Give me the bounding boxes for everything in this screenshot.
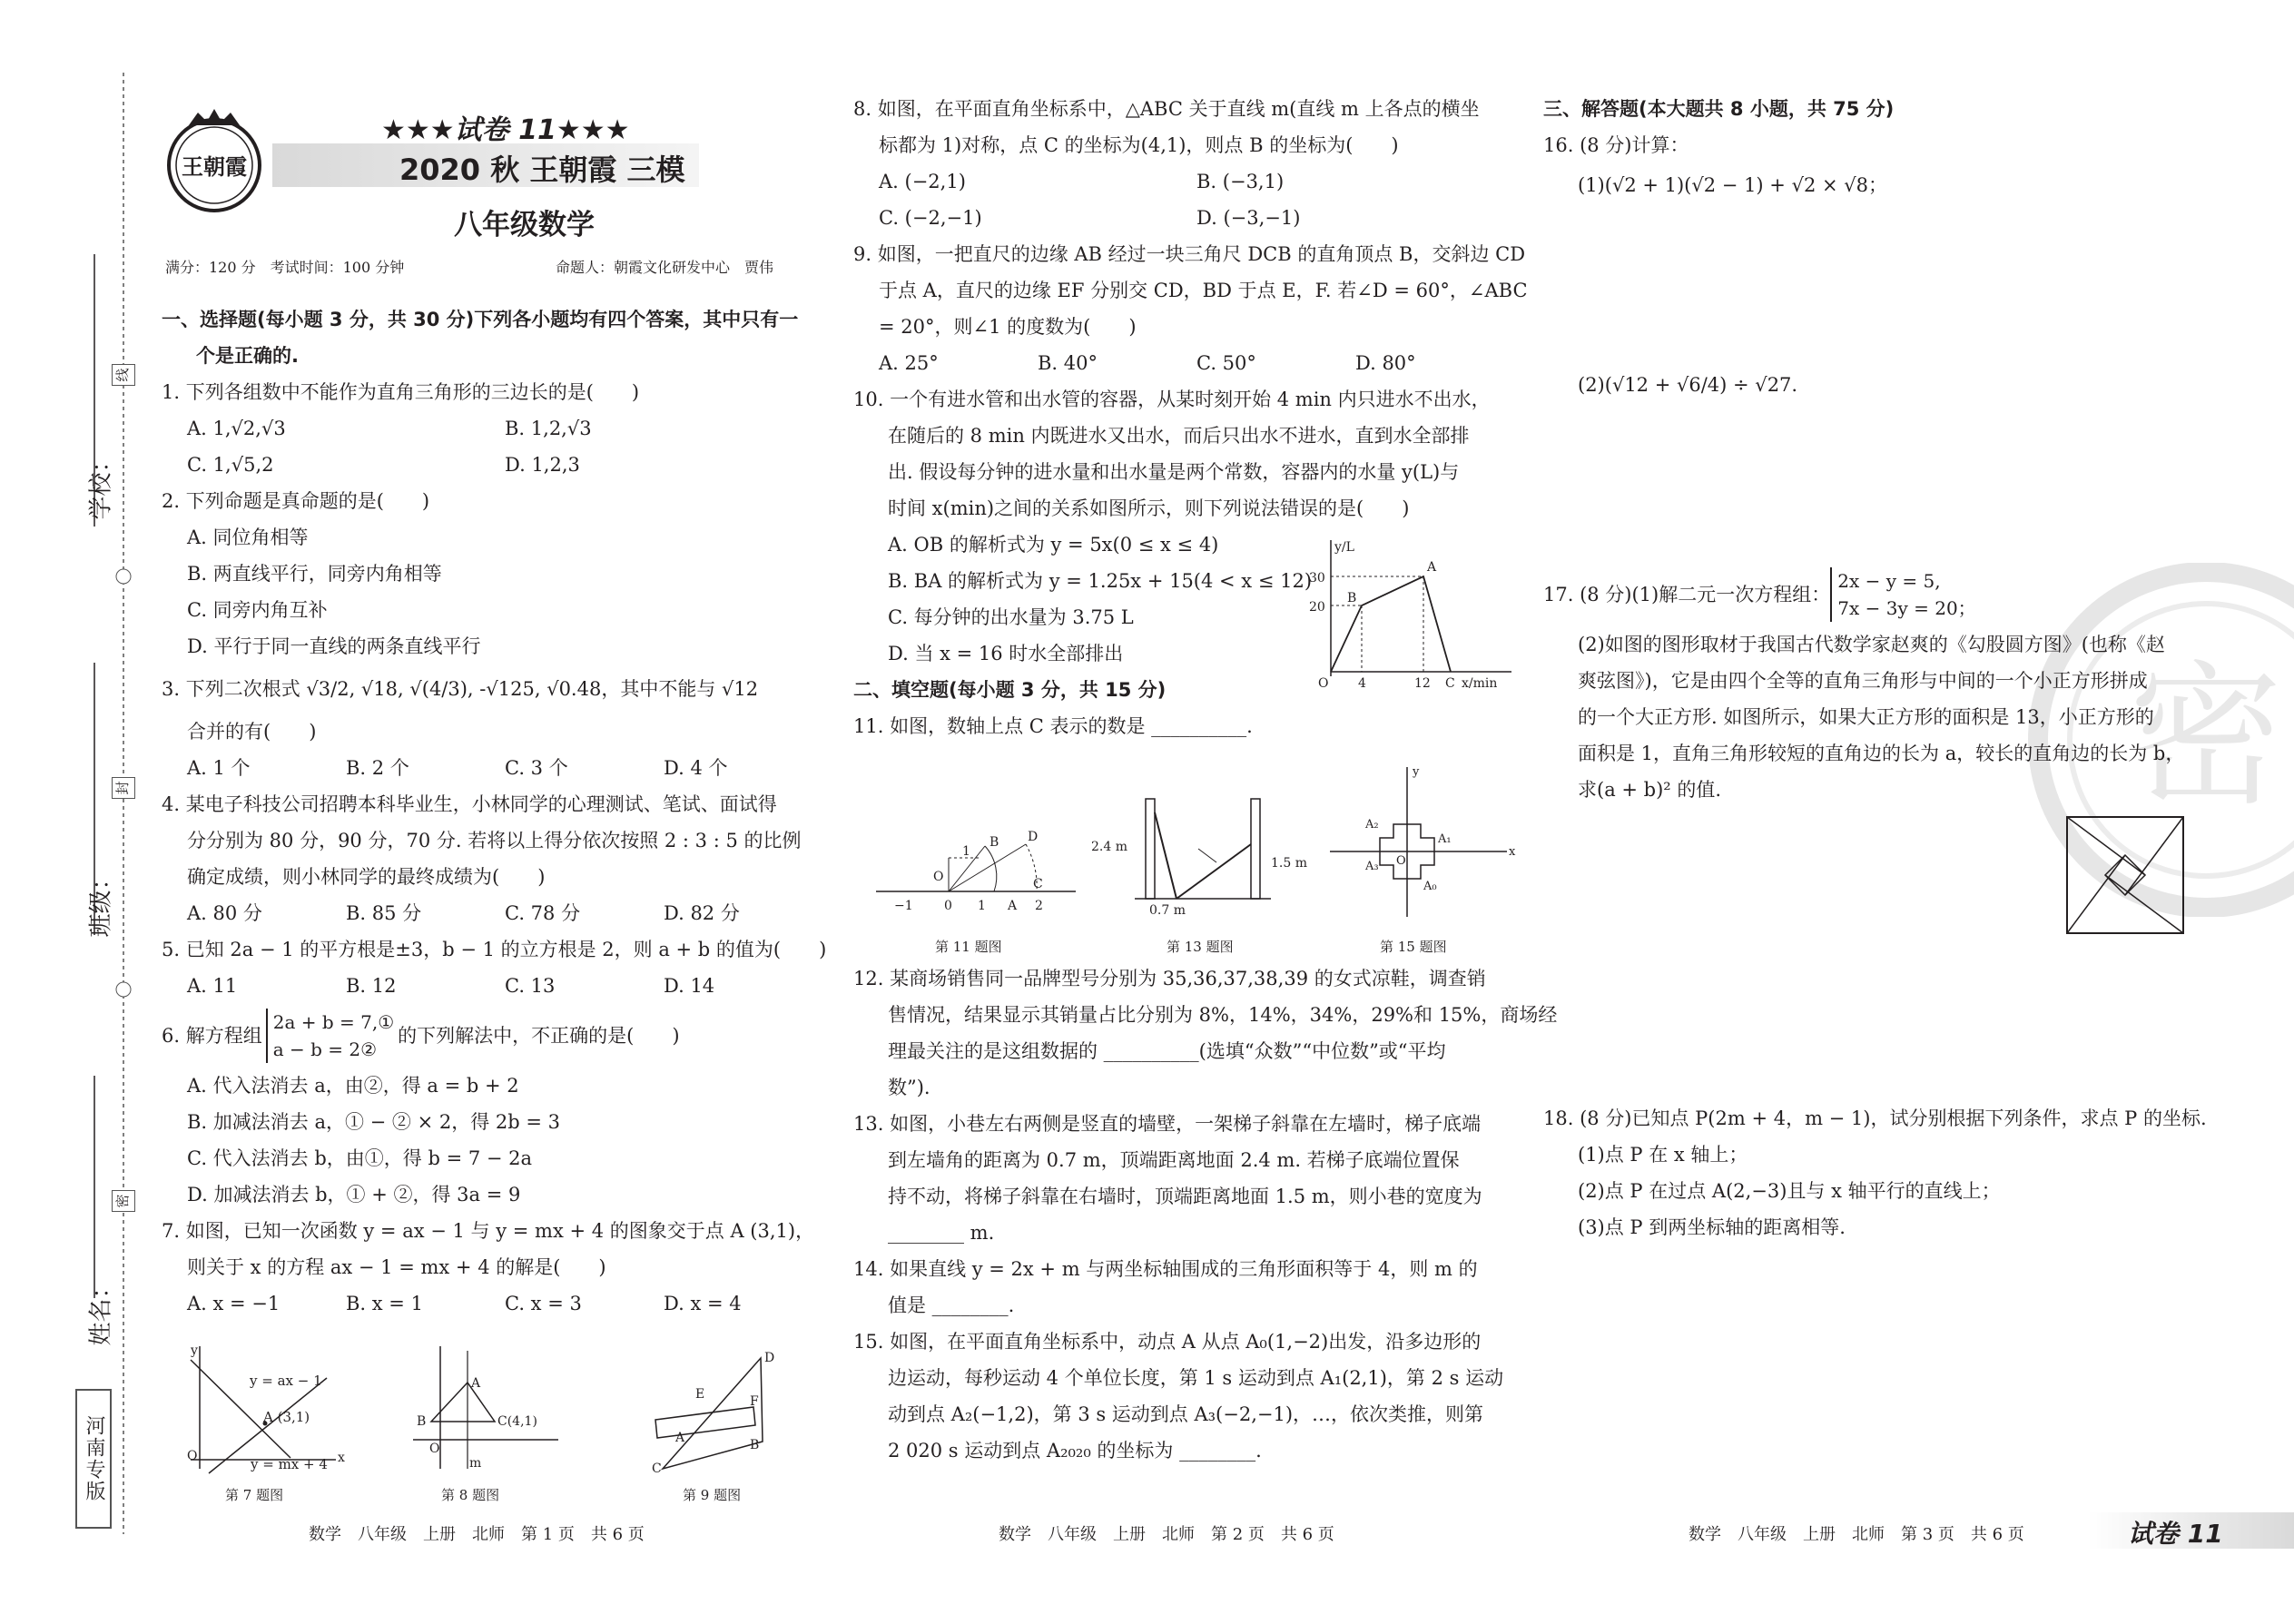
q16-part2: (2)(√12 + √6/4) ÷ √27.: [1578, 374, 1798, 396]
footer-page-2: 数学 八年级 上册 北师 第 2 页 共 6 页: [999, 1525, 1334, 1544]
q12-line3: 理最关注的是这组数据的 __________(选填“众数”“中位数”或“平均: [888, 1040, 1446, 1062]
fig9-caption: 第 9 题图: [683, 1487, 742, 1503]
fig7-line2-label: y = mx + 4: [251, 1456, 328, 1472]
q17-line1: (2)如图的图形取材于我国古代数学家赵爽的《勾股圆方图》(也称《赵: [1578, 634, 2165, 655]
exam-title: 2020 秋 王朝霞 三模: [399, 153, 685, 187]
q2-option-b[interactable]: B. 两直线平行，同旁内角相等: [187, 563, 442, 585]
q7-option-d[interactable]: D. x = 4: [664, 1293, 742, 1314]
name-label: 姓名：: [87, 1275, 115, 1346]
q16-part1: (1)(√2 + 1)(√2 − 1) + √2 × √8；: [1578, 174, 1887, 196]
q3-option-d[interactable]: D. 4 个: [664, 757, 728, 779]
svg-text:O: O: [187, 1449, 198, 1463]
svg-text:王朝霞: 王朝霞: [182, 153, 247, 180]
q1-option-c[interactable]: C. 1,√5,2: [187, 454, 274, 476]
svg-text:O: O: [933, 870, 944, 884]
svg-text:B: B: [1347, 591, 1357, 605]
svg-text:y/L: y/L: [1334, 540, 1354, 555]
q9-option-b[interactable]: B. 40°: [1038, 352, 1098, 374]
figure-q17-zhao-shuang: [2065, 815, 2185, 935]
q17-line4: 面积是 1，直角三角形较短的直角边的长为 a，较长的直角边的长为 b，: [1578, 743, 2185, 764]
q10-line2: 在随后的 8 min 内既进水又出水，而后只出水不进水，直到水全部排: [888, 425, 1470, 447]
svg-text:D: D: [764, 1351, 775, 1365]
q10-option-b[interactable]: B. BA 的解析式为 y = 1.25x + 15(4 < x ≤ 12): [888, 570, 1313, 592]
q2-stem: 2. 下列命题是真命题的是( ): [162, 490, 430, 512]
svg-text:C: C: [652, 1462, 662, 1476]
q14-line2: 值是 ________.: [888, 1294, 1015, 1316]
q6-eq2: a − b = 2②: [272, 1038, 378, 1060]
q1-stem: 1. 下列各组数中不能作为直角三角形的三边长的是( ): [162, 381, 640, 403]
fig11-caption: 第 11 题图: [935, 939, 1002, 955]
q1-option-b[interactable]: B. 1,2,√3: [505, 418, 592, 439]
svg-text:x/min: x/min: [1462, 676, 1498, 690]
svg-text:0: 0: [944, 899, 952, 913]
q3-stem: 3. 下列二次根式 √3/2, √18, √(4/3), -√125, √0.48，其中不能与 √12: [162, 678, 759, 700]
svg-text:12: 12: [1414, 676, 1431, 690]
svg-text:1: 1: [962, 844, 970, 859]
svg-text:密: 密: [2128, 647, 2284, 827]
q7-option-a[interactable]: A. x = −1: [187, 1293, 281, 1314]
q9-line1: 9. 如图，一把直尺的边缘 AB 经过一块三角尺 DCB 的直角顶点 B，交斜边 CD: [853, 243, 1526, 265]
column2-lower-block: [853, 960, 1558, 1469]
svg-text:A: A: [471, 1376, 481, 1391]
figure-q11: [871, 817, 1080, 917]
q2-option-d[interactable]: D. 平行于同一直线的两条直线平行: [187, 635, 481, 657]
svg-text:y: y: [1413, 765, 1420, 779]
q17-stem-row: [1543, 563, 2269, 626]
figure-q15: [1325, 763, 1516, 921]
svg-text:y: y: [191, 1343, 198, 1358]
q17-line3: 的一个大正方形. 如图所示，如果大正方形的面积是 13，小正方形的: [1578, 706, 2154, 728]
svg-text:O: O: [1318, 676, 1329, 690]
q13-line2: 到左墙角的距离为 0.7 m，顶端距离地面 2.4 m. 若梯子底端位置保: [888, 1149, 1460, 1171]
q6-option-b[interactable]: B. 加减法消去 a，① − ② × 2，得 2b = 3: [187, 1111, 561, 1133]
q13-line1: 13. 如图，小巷左右两侧是竖直的墙壁，一架梯子斜靠在左墙时，梯子底端: [853, 1113, 1482, 1135]
q6-equation-system: [266, 1009, 394, 1063]
q5-stem: 5. 已知 2a − 1 的平方根是±3，b − 1 的立方根是 2，则 a + b 的值为( ): [162, 939, 827, 960]
footer-page-1: 数学 八年级 上册 北师 第 1 页 共 6 页: [309, 1525, 645, 1544]
q6-stem: [162, 1004, 833, 1068]
q4-line3: 确定成绩，则小林同学的最终成绩为( ): [187, 866, 546, 888]
q6-option-a[interactable]: A. 代入法消去 a，由②，得 a = b + 2: [187, 1075, 519, 1097]
svg-text:B: B: [989, 835, 999, 850]
section2-heading: 二、填空题(每小题 3 分，共 15 分): [853, 679, 1167, 701]
figure-q10-graph: [1307, 531, 1516, 690]
svg-text:A₁: A₁: [1438, 832, 1452, 846]
fig13-caption: 第 13 题图: [1167, 939, 1234, 955]
fig13-bottom-label: 0.7 m: [1149, 903, 1186, 918]
svg-text:−1: −1: [894, 899, 913, 913]
q10-option-c[interactable]: C. 每分钟的出水量为 3.75 L: [888, 606, 1134, 628]
paper-number: ★★★试卷 11★★★: [381, 114, 630, 146]
q2-option-a[interactable]: A. 同位角相等: [187, 527, 309, 548]
q8-options: [853, 163, 1525, 236]
svg-text:O: O: [429, 1442, 440, 1456]
svg-text:A₀: A₀: [1423, 880, 1437, 893]
fig13-left-label: 2.4 m: [1091, 840, 1127, 854]
author-info: 命题人：朝霞文化研发中心 贾伟: [556, 259, 774, 276]
section3-heading: 三、解答题(本大题共 8 小题，共 75 分): [1543, 98, 1895, 120]
q12-line1: 12. 某商场销售同一品牌型号分别为 35,36,37,38,39 的女式凉鞋，调查销: [853, 968, 1486, 989]
q10-line3: 出. 假设每分钟的进水量和出水量是两个常数，容器内的水量 y(L)与: [888, 461, 1460, 483]
svg-text:A: A: [1008, 899, 1018, 913]
q4-option-a[interactable]: A. 80 分: [187, 902, 262, 924]
q9-line2: 于点 A，直尺的边缘 EF 分别交 CD，BD 于点 E，F. 若∠D = 60°，∠ABC: [879, 280, 1528, 301]
q12-line4: 数”).: [888, 1077, 930, 1098]
svg-text:A: A: [675, 1431, 685, 1445]
q7-line2: 则关于 x 的方程 ax − 1 = mx + 4 的解是( ): [187, 1256, 606, 1278]
footer-page-3: 数学 八年级 上册 北师 第 3 页 共 6 页: [1689, 1525, 2024, 1544]
fig8-point-label: C(4,1): [497, 1414, 537, 1429]
q3-option-a[interactable]: A. 1 个: [187, 757, 251, 779]
q5-option-b[interactable]: B. 12: [346, 975, 397, 997]
edition-label: 河南专版: [75, 1389, 112, 1529]
seal-mark-dense: 密: [112, 1190, 135, 1212]
q9-options: [853, 345, 1525, 381]
q8-option-b[interactable]: B. (−3,1): [1196, 171, 1285, 192]
q17-eq1: 2x − y = 5,: [1837, 570, 1941, 592]
q2-option-c[interactable]: C. 同旁内角互补: [187, 599, 328, 621]
column3-block: [1543, 91, 2269, 207]
q12-line2: 售情况，结果显示其销量占比分别为 8%，14%，34%，29%和 15%，商场经: [888, 1004, 1558, 1026]
class-label: 班级：: [87, 866, 115, 938]
fig7-line1-label: y = ax − 1: [250, 1373, 322, 1389]
q7-options: [162, 1285, 833, 1322]
svg-text:E: E: [695, 1387, 705, 1402]
fig13-right-label: 1.5 m: [1271, 856, 1307, 871]
q8-option-a[interactable]: A. (−2,1): [879, 171, 966, 192]
q17-stem: 17. (8 分)(1)解二元一次方程组：: [1543, 584, 1831, 605]
q13-line3: 持不动，将梯子斜靠在右墙时，顶端距离地面 1.5 m，则小巷的宽度为: [888, 1186, 1482, 1207]
q4-option-d[interactable]: D. 82 分: [664, 902, 740, 924]
q6-option-c[interactable]: C. 代入法消去 b，由①，得 b = 7 − 2a: [187, 1147, 533, 1169]
svg-text:1: 1: [978, 899, 986, 913]
q1-options: [162, 410, 833, 483]
q10-option-d[interactable]: D. 当 x = 16 时水全部排出: [888, 643, 1124, 664]
q5-option-c[interactable]: C. 13: [505, 975, 556, 997]
fig7-point-label: A (3,1): [263, 1409, 310, 1425]
svg-text:B: B: [750, 1438, 760, 1452]
q5-options: [162, 968, 833, 1004]
q3-option-c[interactable]: C. 3 个: [505, 757, 568, 779]
seal-mark-seal: 封: [112, 777, 135, 799]
q1-option-a[interactable]: A. 1,√2,√3: [187, 418, 286, 439]
svg-text:O: O: [1396, 854, 1406, 868]
q8-option-d[interactable]: D. (−3,−1): [1196, 207, 1301, 229]
q5-option-a[interactable]: A. 11: [187, 975, 238, 997]
q17-line2: 爽弦图》)，它是由四个全等的直角三角形与中间的一个小正方形拼成: [1578, 670, 2148, 692]
q15-line4: 2 020 s 运动到点 A₂₀₂₀ 的坐标为 ________.: [888, 1440, 1262, 1462]
seal-mark-line: 线: [112, 364, 135, 386]
q10-line1: 10. 一个有进水管和出水管的容器，从某时刻开始 4 min 内只进水不出水，: [853, 389, 1491, 410]
svg-text:C: C: [1033, 877, 1043, 891]
svg-text:D: D: [1028, 830, 1039, 844]
q17-eq2: 7x − 3y = 20；: [1837, 597, 1976, 619]
q6-eq1: 2a + b = 7,①: [272, 1011, 395, 1033]
svg-text:m: m: [469, 1456, 482, 1471]
q15-line3: 动到点 A₂(−1,2)，第 3 s 运动到点 A₃(−2,−1)，…，依次类推，则第: [888, 1403, 1484, 1425]
q9-line3: = 20°，则∠1 的度数为( ): [879, 316, 1137, 338]
q14-line1: 14. 如果直线 y = 2x + m 与两坐标轴围成的三角形面积等于 4，则 m 的: [853, 1258, 1478, 1280]
q6-stem-post: 的下列解法中，不正确的是( ): [398, 1025, 680, 1047]
q15-line1: 15. 如图，在平面直角坐标系中，动点 A 从点 A₀(1,−2)出发，沿多边形的: [853, 1331, 1482, 1353]
svg-text:x: x: [1509, 845, 1516, 859]
q8-option-c[interactable]: C. (−2,−1): [879, 207, 982, 229]
q7-option-b[interactable]: B. x = 1: [346, 1293, 423, 1314]
svg-text:30: 30: [1309, 571, 1325, 586]
q7-option-c[interactable]: C. x = 3: [505, 1293, 582, 1314]
q16-stem: 16. (8 分)计算：: [1543, 134, 1689, 156]
q4-option-b[interactable]: B. 85 分: [346, 902, 422, 924]
q3-option-b[interactable]: B. 2 个: [346, 757, 409, 779]
q4-options: [162, 895, 833, 931]
svg-text:x: x: [338, 1451, 345, 1465]
q18-part3: (3)点 P 到两坐标轴的距离相等.: [1578, 1216, 1846, 1238]
q17-equation-system: [1830, 567, 1975, 622]
q6-stem-pre: 6. 解方程组: [162, 1025, 262, 1047]
publisher-logo: [162, 109, 267, 214]
q6-option-d[interactable]: D. 加减法消去 b，① + ②，得 3a = 9: [187, 1184, 521, 1206]
q1-option-d[interactable]: D. 1,2,3: [505, 454, 580, 476]
svg-text:A: A: [1427, 560, 1437, 575]
q17-line5: 求(a + b)² 的值.: [1578, 779, 1722, 801]
q4-line2: 分分别为 80 分，90 分，70 分. 若将以上得分依次按照 2 : 3 : 5 的比例: [187, 830, 802, 851]
q7-line1: 7. 如图，已知一次函数 y = ax − 1 与 y = mx + 4 的图象交于点 A (3,1)，: [162, 1220, 815, 1242]
svg-text:20: 20: [1309, 600, 1325, 615]
q18-part2: (2)点 P 在过点 A(2,−3)且与 x 轴平行的直线上；: [1578, 1180, 2001, 1202]
q10-option-a[interactable]: A. OB 的解析式为 y = 5x(0 ≤ x ≤ 4): [888, 534, 1219, 556]
q5-option-d[interactable]: D. 14: [664, 975, 715, 997]
figure-q13: [1089, 794, 1325, 921]
section1-heading: 一、选择题(每小题 3 分，共 30 分)下列各小题均有四个答案，其中只有一: [162, 309, 799, 330]
svg-text:A₃: A₃: [1365, 860, 1379, 873]
q15-line2: 边运动，每秒运动 4 个单位长度，第 1 s 运动到点 A₁(2,1)，第 2 s 运动: [888, 1367, 1504, 1389]
svg-text:2: 2: [1035, 899, 1043, 913]
q3-options: [162, 750, 833, 786]
section1-block: [162, 301, 833, 1322]
q8-line1: 8. 如图，在平面直角坐标系中，△ABC 关于直线 m(直线 m 上各点的横坐: [853, 98, 1480, 120]
q17-block: [1543, 563, 2269, 808]
q18-stem: 18. (8 分)已知点 P(2m + 4，m − 1)，试分别根据下列条件，求点 P 的坐标.: [1543, 1107, 2207, 1129]
q18-part1: (1)点 P 在 x 轴上；: [1578, 1144, 1748, 1166]
fig8-caption: 第 8 题图: [441, 1487, 500, 1503]
score-info: 满分：120 分 考试时间：100 分钟: [165, 259, 405, 276]
q3-stem-cont: 合并的有( ): [187, 721, 317, 743]
q9-option-c[interactable]: C. 50°: [1196, 352, 1256, 374]
q9-option-a[interactable]: A. 25°: [879, 352, 939, 374]
footer-paper-tag: 试卷 11: [2128, 1519, 2223, 1549]
q13-line4: ________ m.: [888, 1222, 995, 1244]
svg-text:C: C: [1445, 676, 1455, 690]
section1-heading-cont: 个是正确的.: [196, 345, 299, 367]
figure-q9: [626, 1342, 808, 1478]
q10-line4: 时间 x(min)之间的关系如图所示，则下列说法错误的是( ): [888, 497, 1410, 519]
q4-line1: 4. 某电子科技公司招聘本科毕业生，小林同学的心理测试、笔试、面试得: [162, 793, 777, 815]
svg-text:A₂: A₂: [1365, 818, 1379, 832]
q9-option-d[interactable]: D. 80°: [1355, 352, 1416, 374]
q4-option-c[interactable]: C. 78 分: [505, 902, 581, 924]
q18-block: [1543, 1100, 2269, 1245]
q8-line2: 标都为 1)对称，点 C 的坐标为(4,1)，则点 B 的坐标为( ): [879, 134, 1399, 156]
figure-q8: [404, 1342, 567, 1478]
svg-text:4: 4: [1358, 676, 1366, 690]
fig7-caption: 第 7 题图: [225, 1487, 284, 1503]
svg-text:F: F: [750, 1394, 759, 1409]
school-label: 学校：: [87, 448, 115, 520]
figure-q7: [172, 1342, 354, 1478]
q11-stem: 11. 如图，数轴上点 C 表示的数是 __________.: [853, 715, 1253, 737]
subject-title: 八年级数学: [454, 209, 595, 241]
fig15-caption: 第 15 题图: [1380, 939, 1447, 955]
svg-text:B: B: [417, 1414, 427, 1429]
